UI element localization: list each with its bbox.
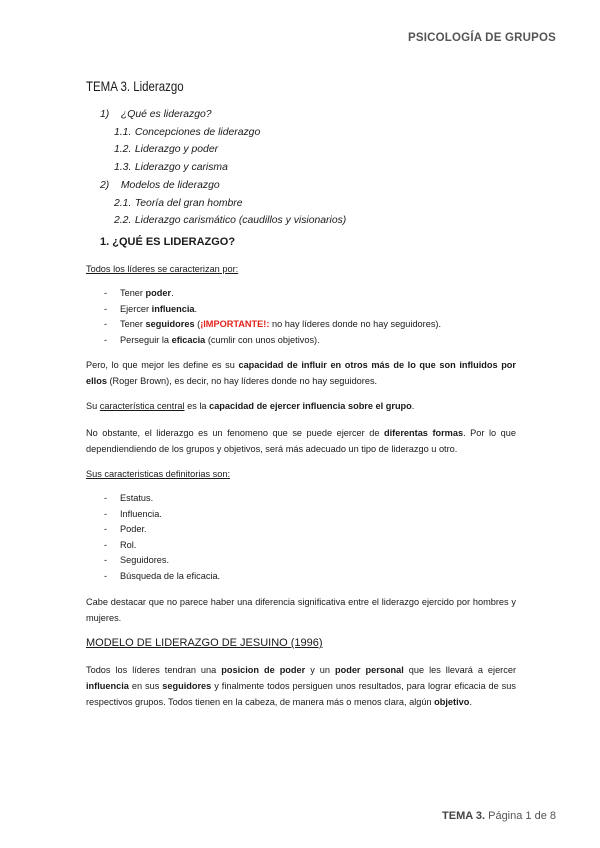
paragraph: No obstante, el liderazgo es un fenomeno que se puede ejercer de diferentas formas. Por lo que dependiendiendo de los grupos y objetivos, será más adecuado un tipo de liderazgo u otro. [86, 428, 516, 454]
list-item: - Tener poder. [104, 286, 441, 302]
defining-list [104, 491, 220, 584]
list-item: - Tener seguidores (¡IMPORTANTE!: no hay líderes donde no hay seguidores). [104, 317, 441, 333]
paragraph: Pero, lo que mejor les define es su capacidad de influir en otros más de lo que son influidos por ellos (Roger Brown), es decir, no hay líderes donde no hay seguidores. [86, 360, 516, 386]
intro-label: Todos los líderes se caracterizan por: [86, 264, 239, 274]
page-footer [442, 810, 556, 822]
toc-item: 1.1. Concepciones de liderazgo [114, 126, 261, 138]
running-header: PSICOLOGÍA DE GRUPOS [408, 32, 556, 44]
list-item: - Perseguir la eficacia (cumlir con unos objetivos). [104, 333, 441, 349]
paragraph: Cabe destacar que no parece haber una diferencia significativa entre el liderazgo ejercido por hombres y mujeres. [86, 597, 516, 623]
toc-item: 1.2. Liderazgo y poder [114, 144, 219, 156]
list-item: - Búsqueda de la eficacia. [104, 569, 220, 585]
document-title: TEMA 3. Liderazgo [86, 78, 184, 94]
list-item: - Estatus. [104, 491, 220, 507]
toc-item: 1) ¿Qué es liderazgo? [100, 109, 212, 120]
leader-traits-list [104, 286, 441, 348]
table-of-contents [100, 106, 346, 230]
list-item: - Rol. [104, 538, 220, 554]
list-item: - Poder. [104, 522, 220, 538]
list-item: - Seguidores. [104, 553, 220, 569]
list-item: - Influencia. [104, 507, 220, 523]
toc-item: 2.1. Teoría del gran hombre [114, 197, 243, 209]
section-heading: 1. ¿QUÉ ES LIDERAZGO? [100, 236, 236, 248]
defining-label: Sus caracteristicas definitorias son: [86, 469, 230, 479]
paragraph: Su característica central es la capacidad de ejercer influencia sobre el grupo. [86, 401, 415, 411]
footer-tema: TEMA 3. [442, 810, 486, 822]
list-item: - Ejercer influencia. [104, 302, 441, 318]
page-number: Página 1 de 8 [488, 810, 556, 822]
toc-item: 2) Modelos de liderazgo [100, 179, 220, 191]
model-heading: MODELO DE LIDERAZGO DE JESUINO (1996) [86, 637, 323, 649]
toc-item: 1.3. Liderazgo y carisma [114, 162, 228, 174]
paragraph: Todos los líderes tendran una posicion de poder y un poder personal que les llevará a ejercer influencia en sus seguidores y finalmente todos persiguen unos resultados, para lograr eficacia de sus respectivos grupos. Todos tienen en la cabeza, de manera más o menos clara, algún objetivo. [86, 665, 517, 707]
toc-item: 2.2. Liderazgo carismático (caudillos y visionarios) [114, 215, 347, 227]
